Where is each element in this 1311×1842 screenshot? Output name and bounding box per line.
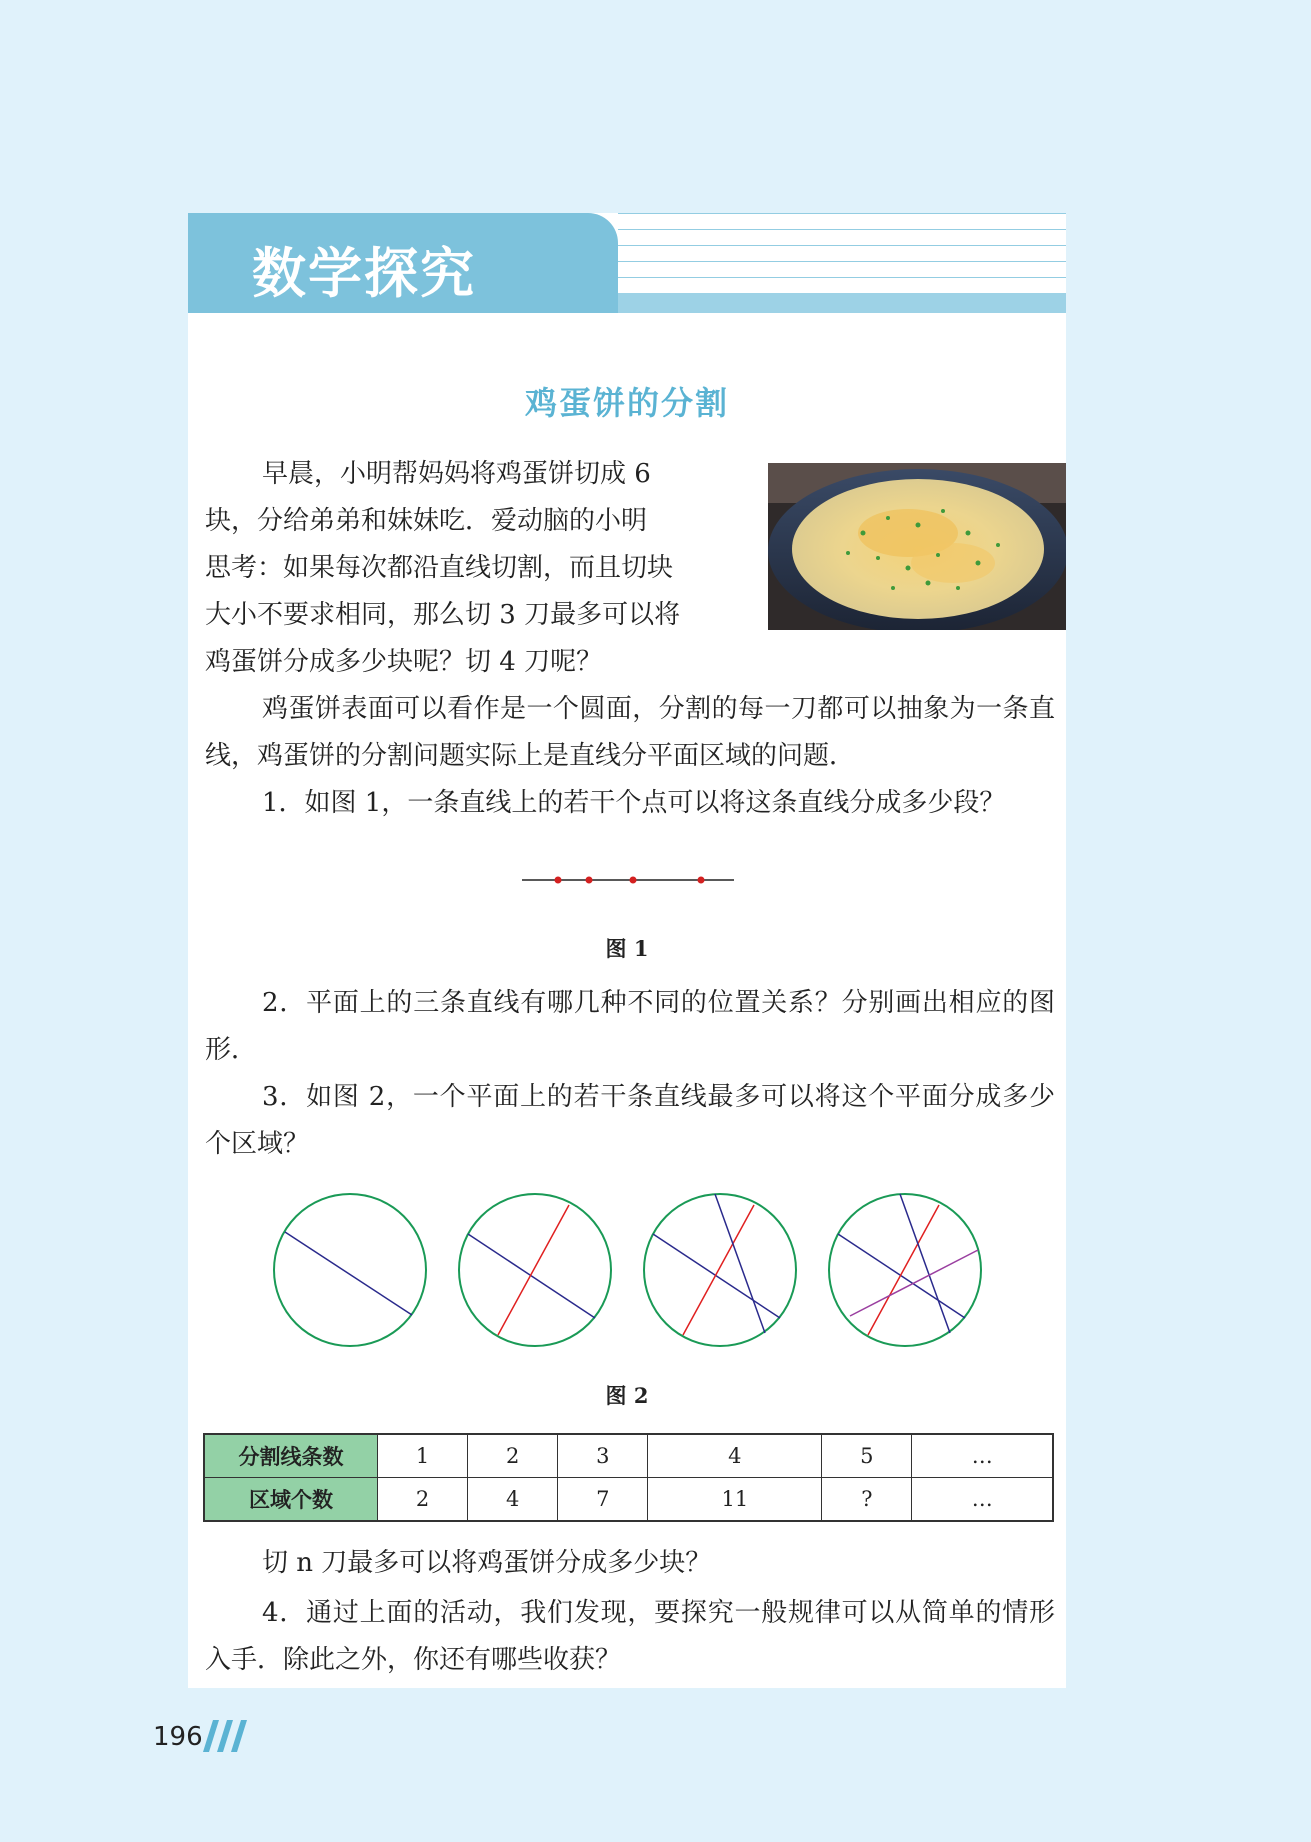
question-1: 1．如图 1，一条直线上的若干个点可以将这条直线分成多少段？ bbox=[262, 788, 1006, 818]
section-banner bbox=[188, 213, 1066, 313]
table-cell: 7 bbox=[558, 1478, 648, 1522]
intro-line: 块，分给弟弟和妹妹吃．爱动脑的小明 bbox=[205, 506, 648, 536]
table-cell: 5 bbox=[822, 1434, 912, 1478]
article-title: 鸡蛋饼的分割 bbox=[524, 384, 729, 422]
circle-1-line bbox=[274, 1194, 426, 1346]
question-3: 3．如图 2，一个平面上的若干条直线最多可以将这个平面分成多少个区域？ bbox=[205, 1082, 1055, 1159]
intro-line: 鸡蛋饼分成多少块呢？切 4 刀呢？ bbox=[205, 647, 603, 677]
intro-line: 早晨，小明帮妈妈将鸡蛋饼切成 6 bbox=[262, 459, 651, 489]
table-cell: 2 bbox=[378, 1478, 468, 1522]
banner-stripes bbox=[618, 213, 1066, 313]
table-row bbox=[204, 1434, 1053, 1478]
table-row bbox=[204, 1478, 1053, 1522]
table-cell: ? bbox=[822, 1478, 912, 1522]
table-cell: 4 bbox=[468, 1478, 558, 1522]
table-cell: … bbox=[912, 1478, 1053, 1522]
question-2: 2．平面上的三条直线有哪几种不同的位置关系？分别画出相应的图形． bbox=[205, 988, 1055, 1065]
circle-3-lines bbox=[644, 1194, 796, 1346]
table-cell: 4 bbox=[648, 1434, 822, 1478]
question-4: 4．通过上面的活动，我们发现，要探究一般规律可以从简单的情形入手．除此之外，你还有哪些收获？ bbox=[205, 1598, 1055, 1675]
point bbox=[630, 877, 637, 884]
banner-tab bbox=[188, 213, 618, 313]
point bbox=[698, 877, 705, 884]
circle-4-lines bbox=[829, 1194, 981, 1346]
table-cell: 1 bbox=[378, 1434, 468, 1478]
table-cell: 3 bbox=[558, 1434, 648, 1478]
question-n-cuts: 切 n 刀最多可以将鸡蛋饼分成多少块？ bbox=[262, 1548, 712, 1578]
table-cell: 2 bbox=[468, 1434, 558, 1478]
row-header-lines: 分割线条数 bbox=[204, 1434, 378, 1478]
page-number: 196 bbox=[153, 1722, 203, 1752]
row-header-regions: 区域个数 bbox=[204, 1478, 378, 1522]
intro-line: 大小不要求相同，那么切 3 刀最多可以将 bbox=[205, 600, 681, 630]
figure-2-caption: 图 2 bbox=[605, 1383, 649, 1408]
regions-table bbox=[203, 1433, 1054, 1522]
figure-2-circles bbox=[270, 1190, 985, 1350]
figure-1-caption: 图 1 bbox=[605, 936, 649, 961]
figure-1-number-line bbox=[520, 868, 736, 892]
point bbox=[586, 877, 593, 884]
paragraph-abstraction: 鸡蛋饼表面可以看作是一个圆面，分割的每一刀都可以抽象为一条直线，鸡蛋饼的分割问题实际上是直线分平面区域的问题． bbox=[205, 694, 1055, 771]
egg-pancake-photo bbox=[768, 463, 1066, 630]
table-cell: … bbox=[912, 1434, 1053, 1478]
page-slash-decoration-icon bbox=[203, 1720, 251, 1754]
circle-2-lines bbox=[459, 1194, 611, 1346]
banner-title: 数学探究 bbox=[252, 242, 476, 305]
table-cell: 11 bbox=[648, 1478, 822, 1522]
intro-line: 思考：如果每次都沿直线切割，而且切块 bbox=[205, 553, 674, 583]
point bbox=[555, 877, 562, 884]
